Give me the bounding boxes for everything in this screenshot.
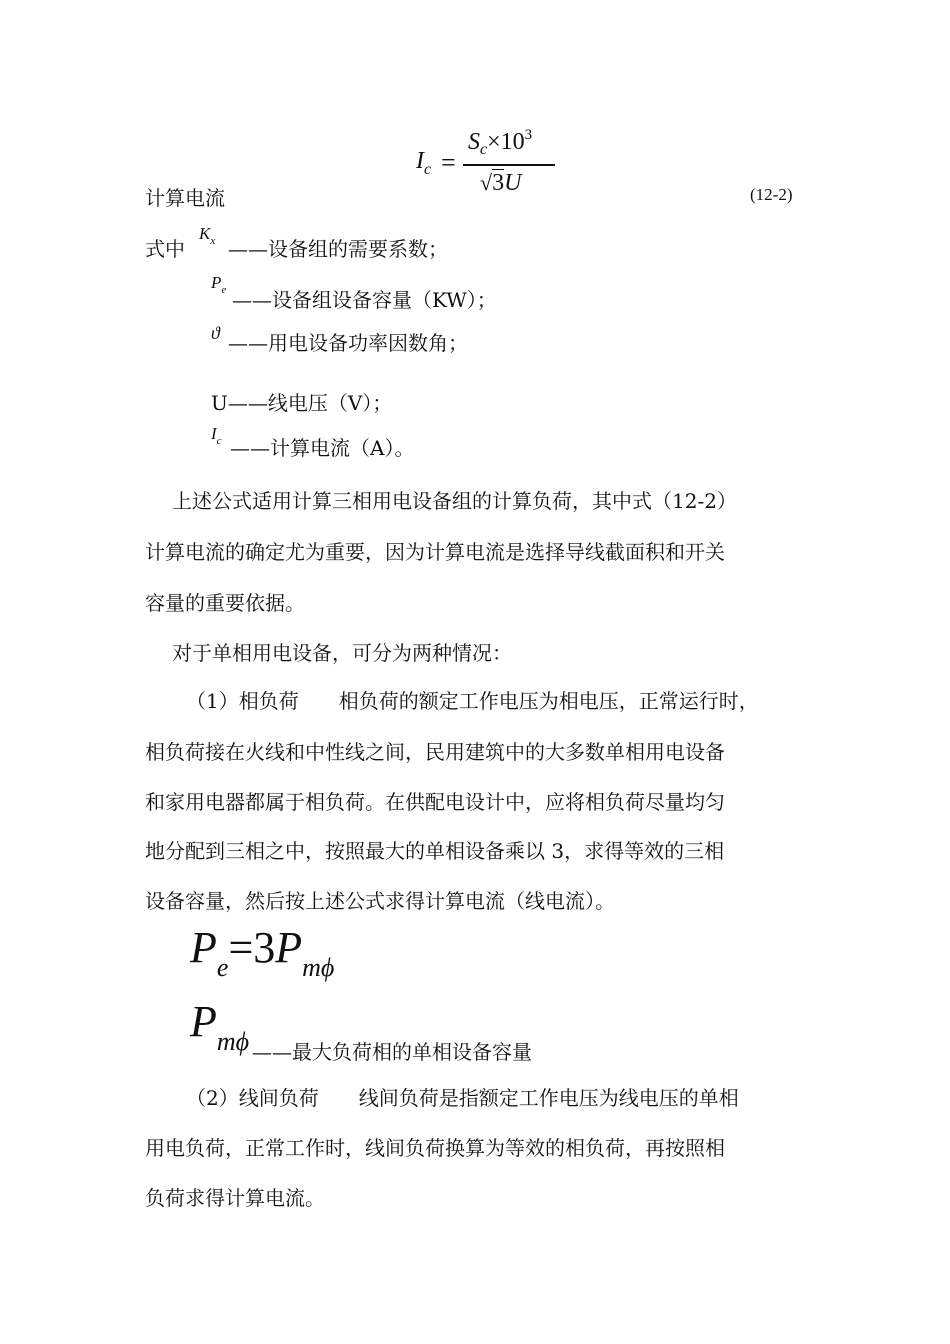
- formula-symbol: I: [416, 148, 424, 174]
- formula-symbol: U: [504, 170, 522, 196]
- para1-line3: 容量的重要依据。: [145, 591, 305, 615]
- sqrt-sign: √: [480, 170, 493, 195]
- formula-times: ×: [487, 129, 501, 155]
- para1-line1: 上述公式适用计算三相用电设备组的计算负荷，其中式（12-2）: [172, 489, 737, 513]
- para3-line3: 和家用电器都属于相负荷。在供配电设计中，应将相负荷尽量均匀: [145, 790, 725, 814]
- theta-definition: ——用电设备功率因数角；: [228, 331, 468, 355]
- para4-line1: （2）线间负荷 线间负荷是指额定工作电压为线电压的单相: [186, 1086, 739, 1110]
- theta-symbol: ϑ: [211, 323, 220, 343]
- kx-main: K: [199, 224, 211, 243]
- formula-pmphi-symbol: [190, 996, 249, 1057]
- ic-definition: ——计算电流（A）。: [230, 436, 415, 460]
- kx-definition: ——设备组的需要系数；: [228, 237, 448, 261]
- pe-symbol: [211, 273, 226, 296]
- kx-symbol: [199, 224, 215, 247]
- pmphi-definition: ——最大负荷相的单相设备容量: [252, 1040, 532, 1064]
- formula-pe: [190, 922, 334, 983]
- formula-12-2-equals: =: [441, 148, 456, 177]
- formula-subscript: c: [424, 161, 432, 178]
- para4-line2: 用电负荷，正常工作时，线间负荷换算为等效的相负荷，再按照相: [145, 1136, 725, 1160]
- para4-line3: 负荷求得计算电流。: [145, 1186, 325, 1210]
- formula-subscript: mϕ: [216, 1027, 250, 1056]
- formula-symbol: P: [190, 923, 217, 972]
- formula-exponent: 3: [524, 127, 533, 143]
- formula-symbol: S: [468, 129, 480, 155]
- u-definition: U——线电压（V）；: [211, 391, 393, 415]
- formula-subscript: mϕ: [302, 953, 335, 982]
- formula-12-2-number: (12-2): [750, 185, 793, 204]
- kx-sub: x: [210, 235, 216, 247]
- formula-base: 10: [500, 129, 525, 155]
- ic-sub: c: [216, 435, 222, 447]
- formula-symbol: P: [190, 997, 217, 1046]
- formula-symbol: P: [275, 923, 303, 972]
- ic-main: I: [211, 424, 217, 443]
- defs-intro: 式中: [145, 237, 185, 261]
- pe-definition: ——设备组设备容量（KW）；: [232, 288, 497, 312]
- formula-subscript: c: [480, 141, 488, 158]
- para3-line1: （1）相负荷 相负荷的额定工作电压为相电压，正常运行时，: [186, 689, 759, 713]
- formula-12-2-denominator: [480, 168, 521, 197]
- ic-symbol: [211, 424, 222, 447]
- formula-12-2-lhs: [416, 148, 431, 179]
- para3-line4: 地分配到三相之中，按照最大的单相设备乘以 3，求得等效的三相: [145, 839, 725, 863]
- formula-equals: =: [228, 923, 254, 972]
- para3-line2: 相负荷接在火线和中性线之间，民用建筑中的大多数单相用电设备: [145, 740, 725, 764]
- para3-line5: 设备容量，然后按上述公式求得计算电流（线电流）。: [145, 889, 615, 913]
- formula-12-2-numerator: [468, 127, 532, 159]
- formula-subscript: e: [216, 953, 229, 982]
- formula-12-2-fraction-bar: [463, 164, 555, 166]
- para1-line2: 计算电流的确定尤为重要，因为计算电流是选择导线截面积和开关: [145, 540, 725, 564]
- sqrt-radicand: 3: [492, 170, 505, 196]
- formula-coefficient: 3: [253, 923, 276, 972]
- pe-main: P: [211, 273, 222, 292]
- para2: 对于单相用电设备，可分为两种情况：: [172, 641, 512, 665]
- formula-12-2-label: 计算电流: [145, 186, 225, 210]
- pe-sub: e: [221, 284, 227, 296]
